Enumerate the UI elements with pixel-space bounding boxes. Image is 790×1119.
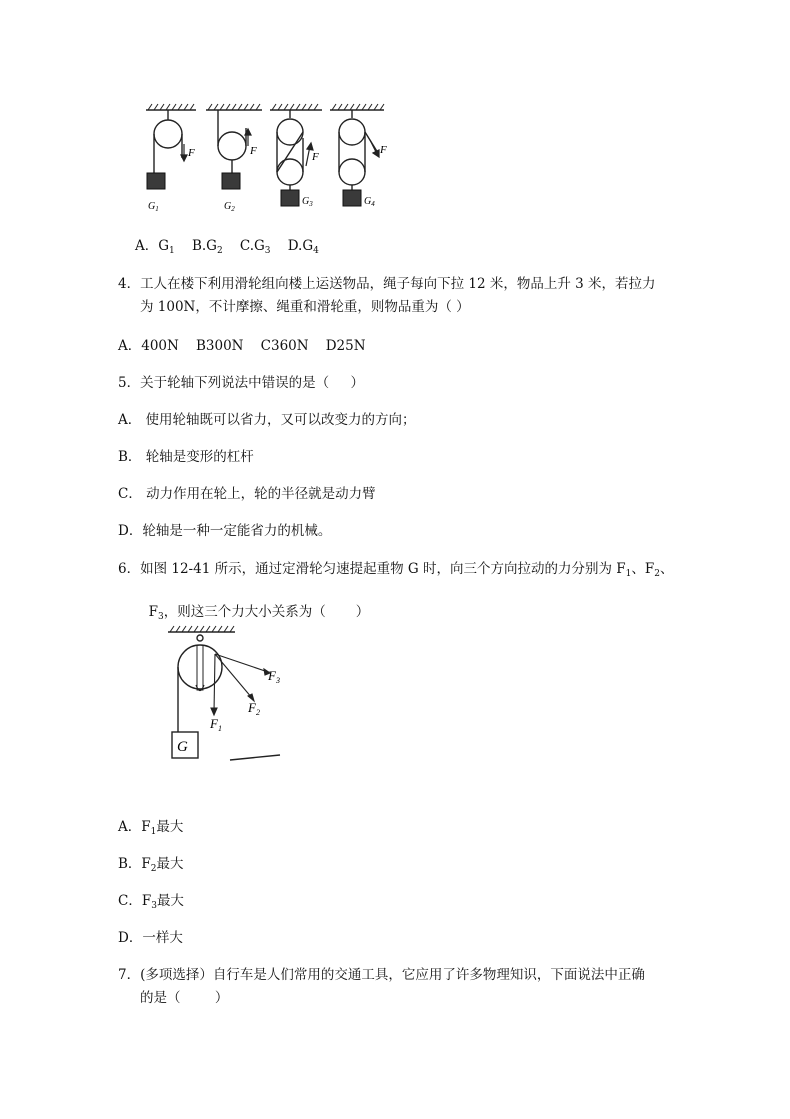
q6-option-a: A．$F_1$最大 (118, 819, 184, 837)
q3-option-b: $B.G_2$ (191, 238, 223, 256)
force-label-2: F (250, 145, 257, 157)
weight-label-g: G (177, 739, 188, 755)
weight-label-4: $G_4$ (364, 196, 375, 208)
pulley-systems-figure (140, 98, 390, 218)
weight-label-3: $G_3$ (302, 196, 313, 208)
weight-label-1: $G_1$ (148, 201, 159, 213)
force-label-f3: $F_3$ (268, 668, 280, 685)
q6-option-d: D．一样大 (118, 930, 183, 946)
q6-stem-line1: 6．如图 12-41 所示，通过定滑轮匀速提起重物 G 时，向三个方向拉动的力分别为 $F_1$、$F_2$、 (118, 561, 674, 579)
q5-option-a: A． 使用轮轴既可以省力，又可以改变力的方向； (118, 412, 416, 428)
q4-stem-line2: 为 100N，不计摩擦、绳重和滑轮重，则物品重为（ ） (140, 299, 470, 315)
force-label-f1: $F_1$ (210, 716, 222, 733)
q5-option-c: C． 动力作用在轮上，轮的半径就是动力臂 (118, 486, 376, 502)
q5-option-d: D．轮轴是一种一定能省力的机械。 (118, 523, 332, 539)
force-label-1: F (188, 147, 195, 159)
q3-options (135, 236, 319, 261)
q7-stem-line1: 7．(多项选择）自行车是人们常用的交通工具，它应用了许多物理知识，下面说法中正确 (118, 967, 645, 983)
q4-stem-line1: 4．工人在楼下利用滑轮组向楼上运送物品，绳子每向下拉 12 米，物品上升 3 米，若拉力 (118, 276, 656, 292)
force-label-4: F (380, 144, 387, 156)
force-label-f2: $F_2$ (248, 700, 260, 717)
q6-stem-line2: $F_3$，则这三个力大小关系为（ ） (148, 604, 370, 622)
weight-label-2: $G_2$ (224, 201, 235, 213)
fixed-pulley-figure (160, 620, 290, 765)
q3-option-c: $C.G_3$ (239, 238, 271, 256)
q5-stem: 5．关于轮轴下列说法中错误的是（ ） (118, 375, 365, 391)
force-label-3: F (312, 151, 319, 163)
q7-stem-line2: 的是（ ） (140, 990, 229, 1006)
q6-option-b: B．$F_2$最大 (118, 856, 184, 874)
q4-options: A．400N B300N C360N D25N (118, 338, 366, 354)
q6-option-c: C．$F_3$最大 (118, 893, 184, 911)
q3-option-d: $D.G_4$ (287, 238, 319, 256)
q5-option-b: B． 轮轴是变形的杠杆 (118, 449, 254, 465)
q3-option-a: A．$G_1$ (135, 238, 175, 256)
